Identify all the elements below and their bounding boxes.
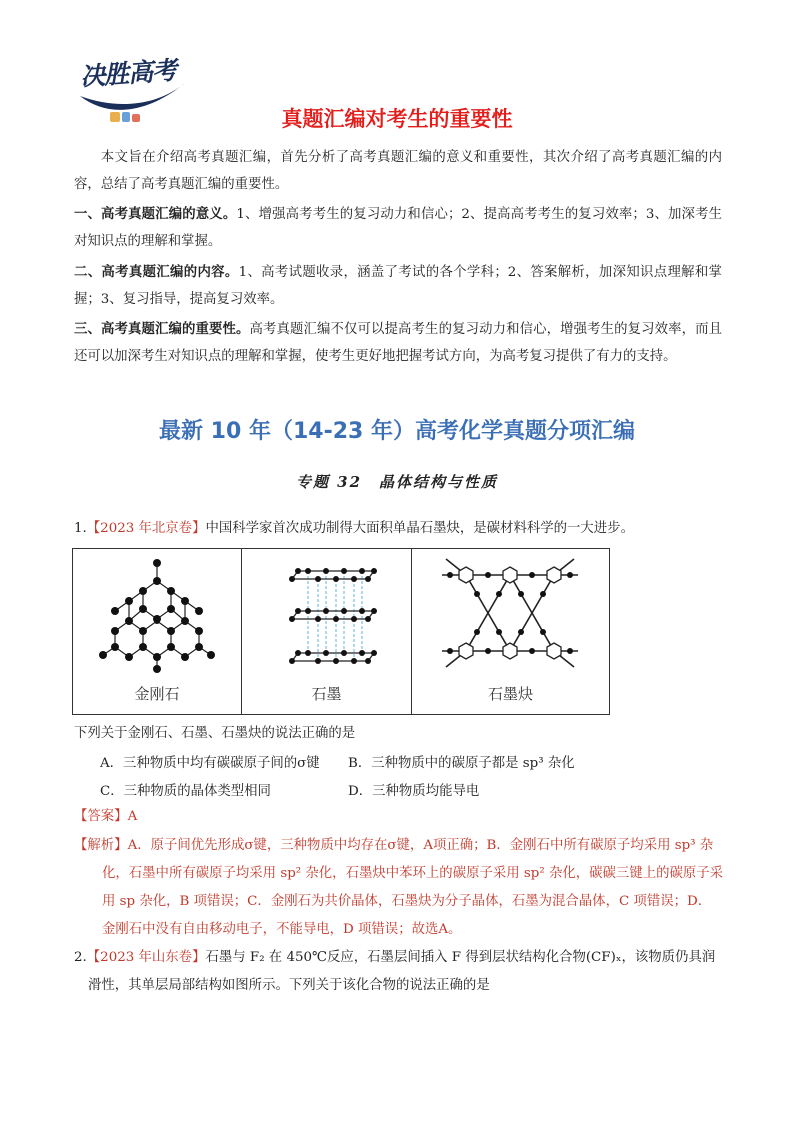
question-number: 2. <box>74 950 87 965</box>
graphyne-cell <box>412 549 609 714</box>
section-text: 1、高考试题收录，涵盖了考试的各个学科；2、答案解析，加深知识点理解和掌握；3、复习指导，提高复习效率。 <box>74 265 723 307</box>
section-importance <box>74 316 722 370</box>
page-title: 真题汇编对考生的重要性 <box>281 107 513 131</box>
question-source: 【2023 年北京卷】 <box>86 521 206 536</box>
section-text: 高考真题汇编不仅可以提高考生的复习动力和信心，增强考生的复习效率，而且还可以加深考生对知识点的理解和掌握，使考生更好地把握考试方向，为高考复习提供了有力的支持。 <box>74 322 722 364</box>
graphite-structure-icon <box>242 549 411 679</box>
section-label: 二、高考真题汇编的内容。 <box>74 264 239 280</box>
logo-text: 决胜高考 <box>79 55 178 92</box>
analysis <box>74 832 724 944</box>
graphite-cell <box>242 549 412 714</box>
question-1-stem <box>74 516 724 542</box>
option-d: D．三种物质均能导电 <box>348 784 480 799</box>
option-b: B．三种物质中的碳原子都是 sp³ 杂化 <box>348 756 575 771</box>
answer-value: A <box>127 809 138 824</box>
graphyne-structure-icon <box>412 549 609 679</box>
section-text: 1、增强高考考生的复习动力和信心；2、提高高考考生的复习效率；3、加深考生对知识点的理解和掌握。 <box>74 207 722 249</box>
topic-heading: 专题 32 晶体结构与性质 <box>295 473 499 491</box>
answer <box>74 805 137 824</box>
analysis-label: 【解析】 <box>74 838 128 853</box>
analysis-text: A．原子间优先形成σ键，三种物质中均存在σ键，A项正确；B．金刚石中所有碳原子均采用 sp³ 杂化，石墨中所有碳原子均采用 sp² 杂化，石墨炔中苯环上的碳原子采用 sp² 杂化，碳碳三键上的碳原子采用 sp 杂化，B 项错误；C．金刚石为共价晶体，石墨炔为分子晶体，石墨为混合晶体，C 项错误；D．金刚石中没有自由移动电子，不能导电，D 项错误；故选A。 <box>102 838 724 937</box>
answer-label: 【答案】 <box>74 809 128 824</box>
question-text: 中国科学家首次成功制得大面积单晶石墨炔，是碳材料科学的一大进步。 <box>205 521 634 536</box>
section-content <box>74 259 722 313</box>
caption-graphyne: 石墨炔 <box>487 685 533 703</box>
section-label: 三、高考真题汇编的重要性。 <box>74 321 250 337</box>
option-a: A．三种物质中均有碳碳原子间的σ键 <box>100 756 320 771</box>
question-1-prompt: 下列关于金刚石、石墨、石墨炔的说法正确的是 <box>74 726 356 741</box>
option-c: C．三种物质的晶体类型相同 <box>100 784 271 799</box>
intro-paragraph: 本文旨在介绍高考真题汇编，首先分析了高考真题汇编的意义和重要性，其次介绍了高考真题汇编的内容，总结了高考真题汇编的重要性。 <box>74 150 722 192</box>
structure-figure-table <box>72 548 610 715</box>
main-heading: 最新 10 年（14-23 年）高考化学真题分项汇编 <box>159 419 635 444</box>
caption-diamond: 金刚石 <box>134 685 180 703</box>
question-2-stem <box>74 944 724 1000</box>
section-label: 一、高考真题汇编的意义。 <box>74 206 237 222</box>
question-text: 石墨与 F₂ 在 450℃反应，石墨层间插入 F 得到层状结构化合物(CF)ₓ，该物质仍具润滑性，其单层局部结构如图所示。下列关于该化合物的说法正确的是 <box>88 950 716 993</box>
diamond-structure-icon <box>73 549 241 679</box>
diamond-cell <box>73 549 242 714</box>
caption-graphite: 石墨 <box>311 685 342 703</box>
question-number: 1. <box>74 521 87 536</box>
section-significance <box>74 201 722 255</box>
question-source: 【2023 年山东卷】 <box>86 950 206 965</box>
